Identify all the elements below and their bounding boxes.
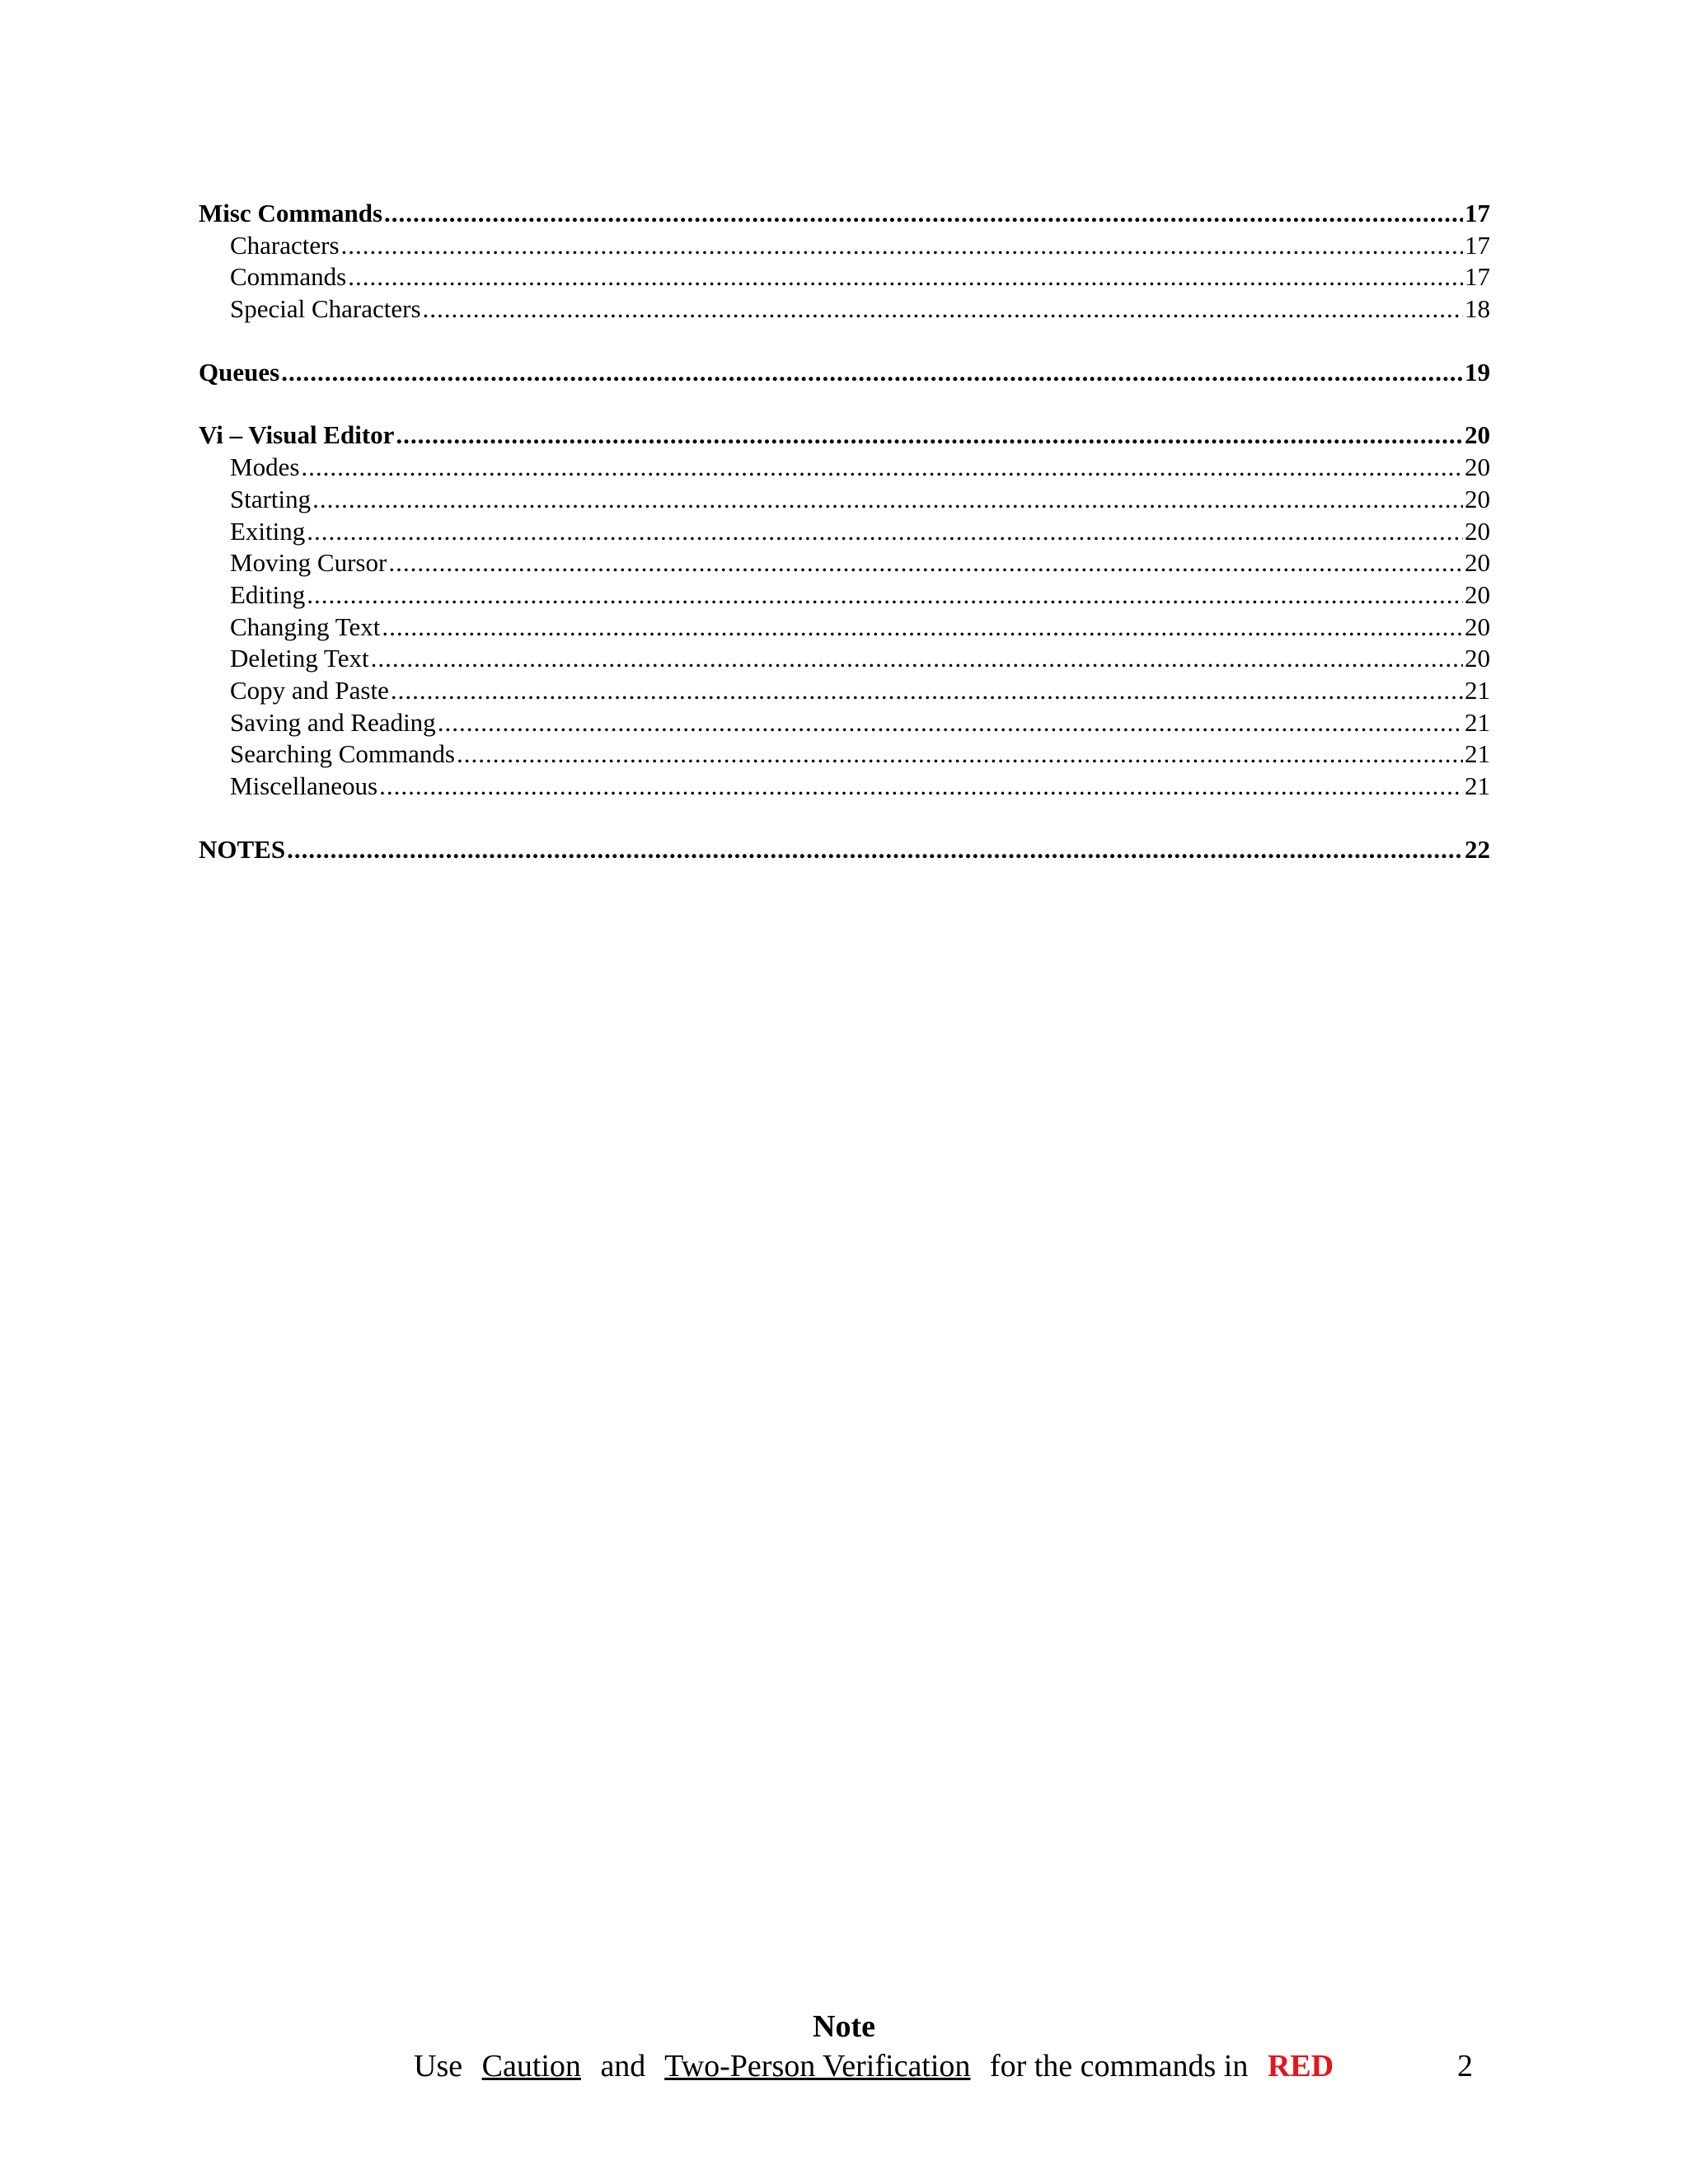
- toc-subentry-page: 20: [1465, 644, 1490, 673]
- toc-subentry[interactable]: [199, 738, 1490, 771]
- toc-entry[interactable]: [199, 357, 1490, 389]
- toc-subentry-title: Searching Commands: [230, 739, 455, 769]
- dot-leader: [388, 547, 1463, 579]
- toc-entry[interactable]: [199, 834, 1490, 866]
- toc-entry[interactable]: [199, 198, 1490, 230]
- dot-leader: [341, 230, 1463, 262]
- toc-subentry[interactable]: [199, 612, 1490, 644]
- toc-subentry[interactable]: [199, 261, 1490, 293]
- toc-subentry-title: Special Characters: [230, 294, 421, 324]
- toc-subentry-page: 20: [1465, 548, 1490, 578]
- toc-subentry-page: 18: [1465, 294, 1490, 324]
- toc-subentry[interactable]: [199, 230, 1490, 262]
- toc-subentry-page: 17: [1465, 262, 1490, 292]
- dot-leader: [312, 484, 1463, 516]
- toc-entry-page: 17: [1465, 199, 1490, 227]
- table-of-contents: [199, 198, 1490, 897]
- footer-caution: Caution: [481, 2049, 581, 2083]
- toc-subentry-page: 20: [1465, 452, 1490, 482]
- dot-leader: [307, 516, 1463, 548]
- toc-subentry[interactable]: [199, 293, 1490, 326]
- toc-subentry-page: 17: [1465, 230, 1490, 260]
- footer-text-for: for the commands in: [989, 2049, 1249, 2083]
- toc-section-misc-commands: [199, 198, 1490, 326]
- toc-subentry-title: Miscellaneous: [230, 771, 378, 800]
- toc-subentry-title: Changing Text: [230, 612, 381, 641]
- dot-leader: [384, 198, 1463, 230]
- toc-entry-title: Misc Commands: [199, 199, 383, 227]
- toc-subentry-title: Commands: [230, 262, 347, 292]
- footer-caution-line: [414, 2048, 1334, 2084]
- toc-subentry-title: Moving Cursor: [230, 548, 387, 578]
- toc-subentry-title: Starting: [230, 484, 312, 513]
- toc-subentry-title: Saving and Reading: [230, 707, 436, 737]
- footer-text-and: and: [600, 2049, 646, 2083]
- toc-subentry[interactable]: [199, 579, 1490, 612]
- dot-leader: [391, 675, 1463, 707]
- toc-subentry-title: Deleting Text: [230, 644, 369, 673]
- toc-subentry-title: Editing: [230, 579, 306, 609]
- dot-leader: [348, 261, 1463, 293]
- toc-subentry-title: Modes: [230, 452, 300, 482]
- toc-subentry-page: 20: [1465, 612, 1490, 641]
- dot-leader: [301, 452, 1463, 484]
- toc-entry-page: 20: [1465, 420, 1490, 450]
- footer-note-title: Note: [813, 2009, 875, 2044]
- toc-subentry[interactable]: [199, 547, 1490, 579]
- toc-entry-title: Queues: [199, 357, 280, 387]
- toc-entry-page: 22: [1465, 834, 1490, 864]
- dot-leader: [438, 707, 1463, 739]
- dot-leader: [307, 579, 1463, 612]
- toc-subentry[interactable]: [199, 516, 1490, 548]
- dot-leader: [423, 293, 1463, 326]
- toc-subentry[interactable]: [199, 675, 1490, 707]
- toc-subentry-title: Characters: [230, 230, 340, 260]
- dot-leader: [382, 612, 1463, 644]
- dot-leader: [281, 357, 1463, 389]
- toc-subentry-page: 21: [1465, 771, 1490, 800]
- toc-entry-title: Vi – Visual Editor: [199, 420, 395, 450]
- toc-subentry-page: 20: [1465, 579, 1490, 609]
- toc-subentry-title: Exiting: [230, 516, 306, 546]
- toc-subentry-page: 20: [1465, 516, 1490, 546]
- dot-leader: [287, 834, 1463, 866]
- toc-subentry[interactable]: [199, 484, 1490, 516]
- toc-entry[interactable]: [199, 419, 1490, 452]
- toc-subentry-page: 20: [1465, 484, 1490, 513]
- footer-red-label: RED: [1267, 2049, 1334, 2083]
- toc-section-notes: [199, 834, 1490, 866]
- dot-leader: [396, 419, 1463, 452]
- footer-text-use: Use: [414, 2049, 463, 2083]
- dot-leader: [371, 643, 1463, 675]
- toc-subentry-page: 21: [1465, 707, 1490, 737]
- toc-subentry[interactable]: [199, 452, 1490, 484]
- toc-subentry[interactable]: [199, 643, 1490, 675]
- toc-entry-page: 19: [1465, 357, 1490, 387]
- toc-subentry-title: Copy and Paste: [230, 675, 389, 705]
- footer-two-person-verification: Two-Person Verification: [664, 2049, 971, 2083]
- toc-subentry[interactable]: [199, 707, 1490, 739]
- toc-section-queues: [199, 357, 1490, 389]
- toc-entry-title: NOTES: [199, 834, 286, 864]
- toc-subentry-page: 21: [1465, 675, 1490, 705]
- dot-leader: [379, 771, 1463, 803]
- dot-leader: [457, 738, 1463, 771]
- toc-section-vi-visual-editor: [199, 419, 1490, 802]
- page-number: 2: [1457, 2049, 1473, 2083]
- toc-subentry[interactable]: [199, 771, 1490, 803]
- toc-subentry-page: 21: [1465, 739, 1490, 769]
